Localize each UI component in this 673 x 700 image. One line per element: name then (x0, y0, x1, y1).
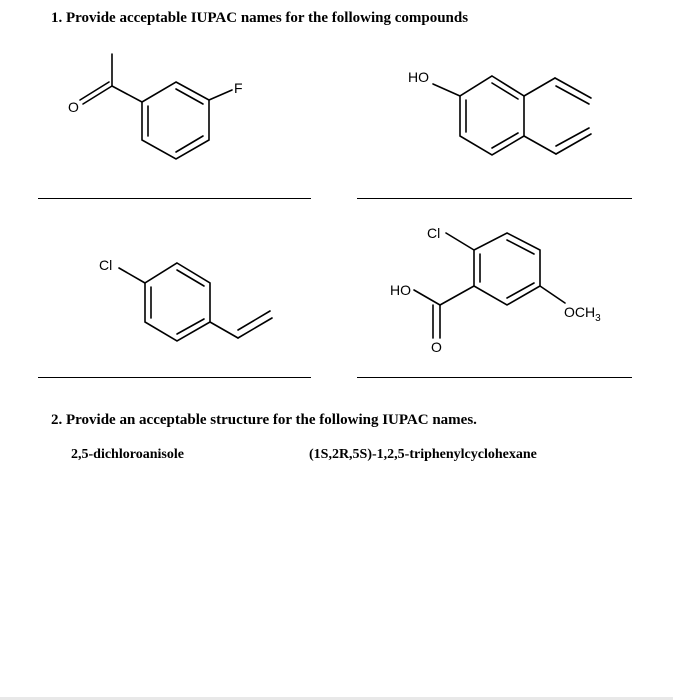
bond (446, 233, 474, 250)
atom-label-ho: HO (390, 282, 411, 298)
atom-label-ho: HO (408, 69, 429, 85)
benzene-ring (474, 233, 540, 305)
atom-label-cl: Cl (427, 225, 441, 241)
aromatic-bond (507, 283, 534, 298)
atom-label-och3: $OCH_3$ (564, 304, 601, 324)
atom-label-cl: Cl (99, 257, 113, 273)
atom-label-f: F (234, 80, 243, 96)
bond (414, 290, 440, 305)
bond (540, 286, 565, 303)
compound-name: 2,5-dichloroanisole (71, 447, 184, 462)
atom-label-o: O (68, 99, 79, 115)
compound-name: (1S,2R,5S)-1,2,5-triphenylcyclohexane (309, 447, 537, 462)
bond (440, 286, 474, 305)
aromatic-bond (507, 240, 534, 254)
question-2-title: 2. Provide an acceptable structure for the following IUPAC names. (51, 412, 477, 428)
atom-label-o: O (431, 339, 442, 355)
question-1-title: 1. Provide acceptable IUPAC names for the following compounds (51, 10, 469, 26)
answer-line (357, 377, 632, 378)
answer-line (38, 377, 311, 378)
